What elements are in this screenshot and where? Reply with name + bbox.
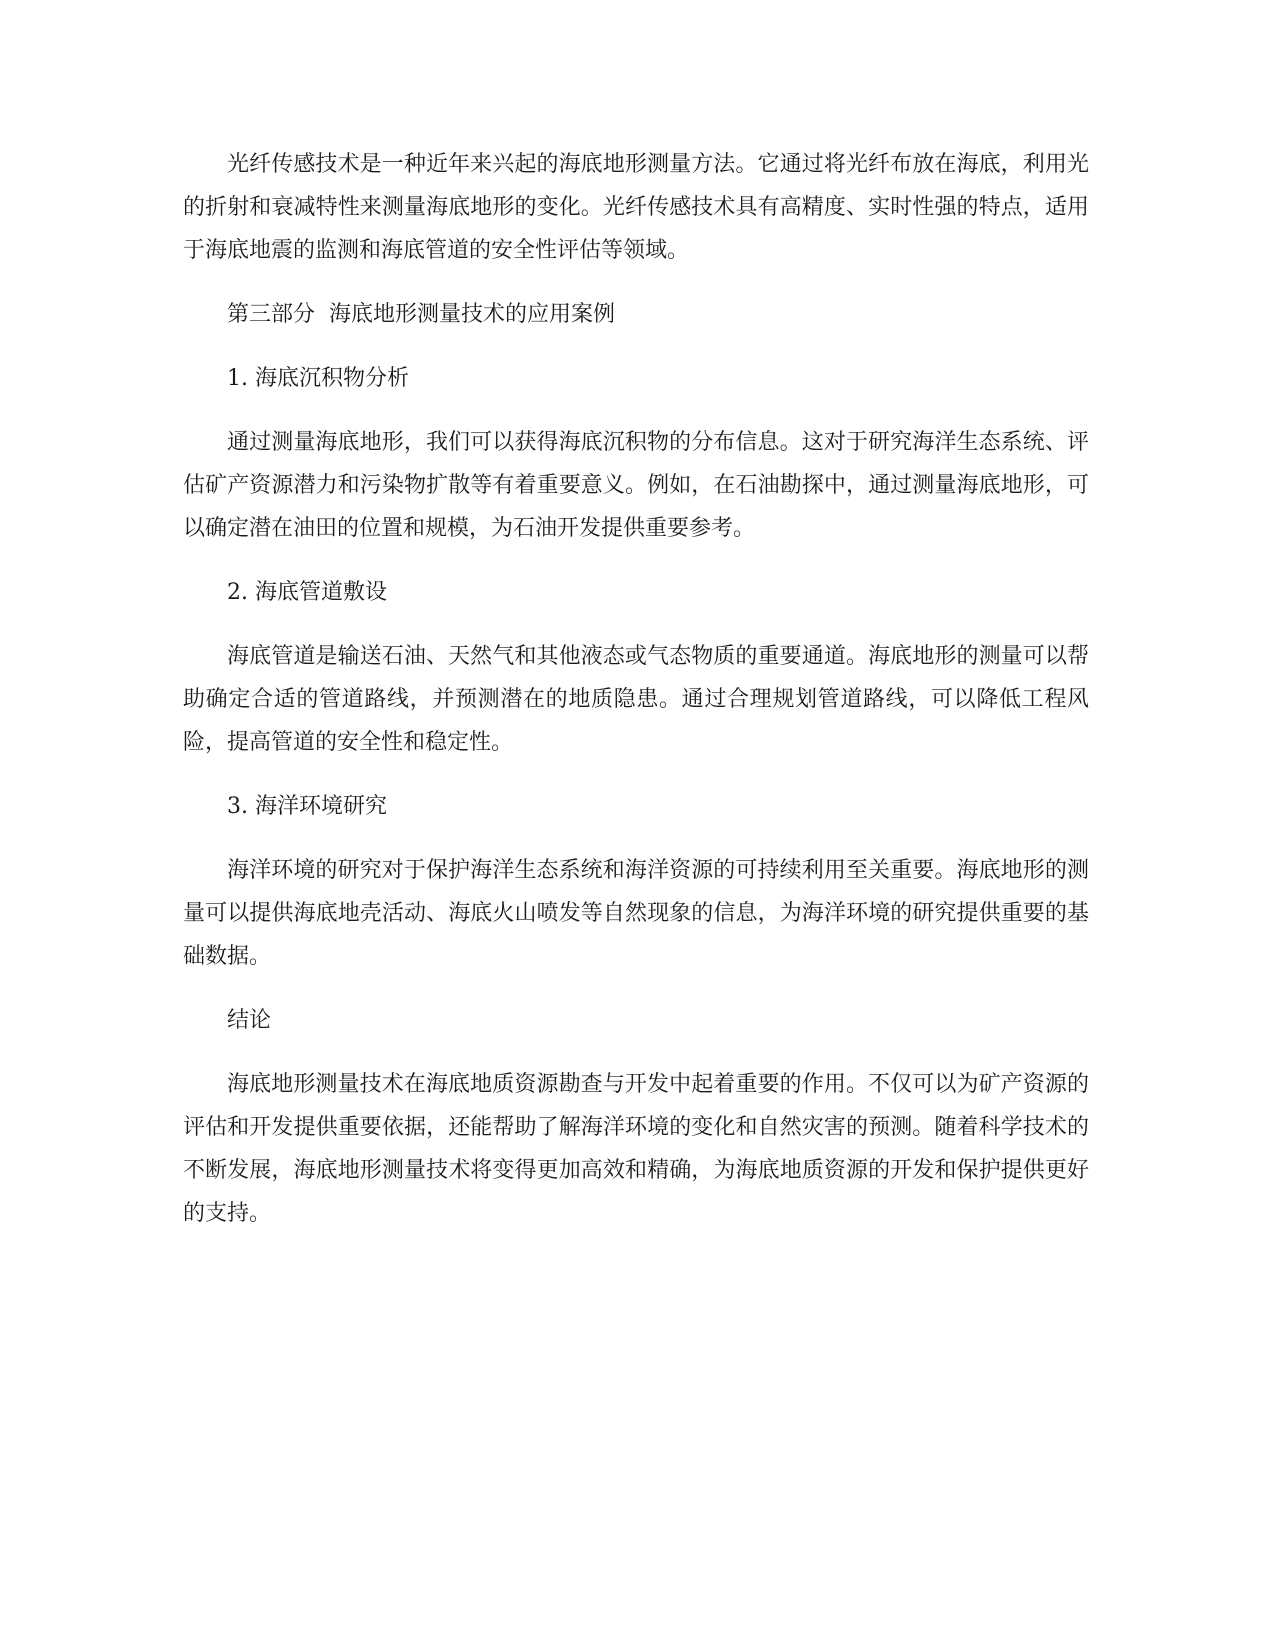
subheading-sediment-analysis: 1. 海底沉积物分析 <box>227 366 409 391</box>
section-heading-part-three: 第三部分 海底地形测量技术的应用案例 <box>227 302 615 327</box>
document-body <box>183 143 1089 1256</box>
paragraph-sediment-analysis: 通过测量海底地形，我们可以获得海底沉积物的分布信息。这对于研究海洋生态系统、评估矿产资源潜力和污染物扩散等有着重要意义。例如，在石油勘探中，通过测量海底地形，可以确定潜在油田的位置和规模，为石油开发提供重要参考。 <box>183 430 1089 541</box>
subheading-marine-environment: 3. 海洋环境研究 <box>227 794 387 819</box>
paragraph-marine-environment: 海洋环境的研究对于保护海洋生态系统和海洋资源的可持续利用至关重要。海底地形的测量可以提供海底地壳活动、海底火山喷发等自然现象的信息，为海洋环境的研究提供重要的基础数据。 <box>183 858 1089 969</box>
paragraph-pipeline-laying: 海底管道是输送石油、天然气和其他液态或气态物质的重要通道。海底地形的测量可以帮助确定合适的管道路线，并预测潜在的地质隐患。通过合理规划管道路线，可以降低工程风险，提高管道的安全性和稳定性。 <box>183 644 1089 755</box>
paragraph-fiber-optic-sensing: 光纤传感技术是一种近年来兴起的海底地形测量方法。它通过将光纤布放在海底，利用光的折射和衰减特性来测量海底地形的变化。光纤传感技术具有高精度、实时性强的特点，适用于海底地震的监测和海底管道的安全性评估等领域。 <box>183 152 1089 263</box>
subheading-pipeline-laying: 2. 海底管道敷设 <box>227 580 387 605</box>
heading-conclusion: 结论 <box>227 1008 272 1033</box>
paragraph-conclusion: 海底地形测量技术在海底地质资源勘查与开发中起着重要的作用。不仅可以为矿产资源的评估和开发提供重要依据，还能帮助了解海洋环境的变化和自然灾害的预测。随着科学技术的不断发展，海底地形测量技术将变得更加高效和精确，为海底地质资源的开发和保护提供更好的支持。 <box>183 1072 1089 1226</box>
